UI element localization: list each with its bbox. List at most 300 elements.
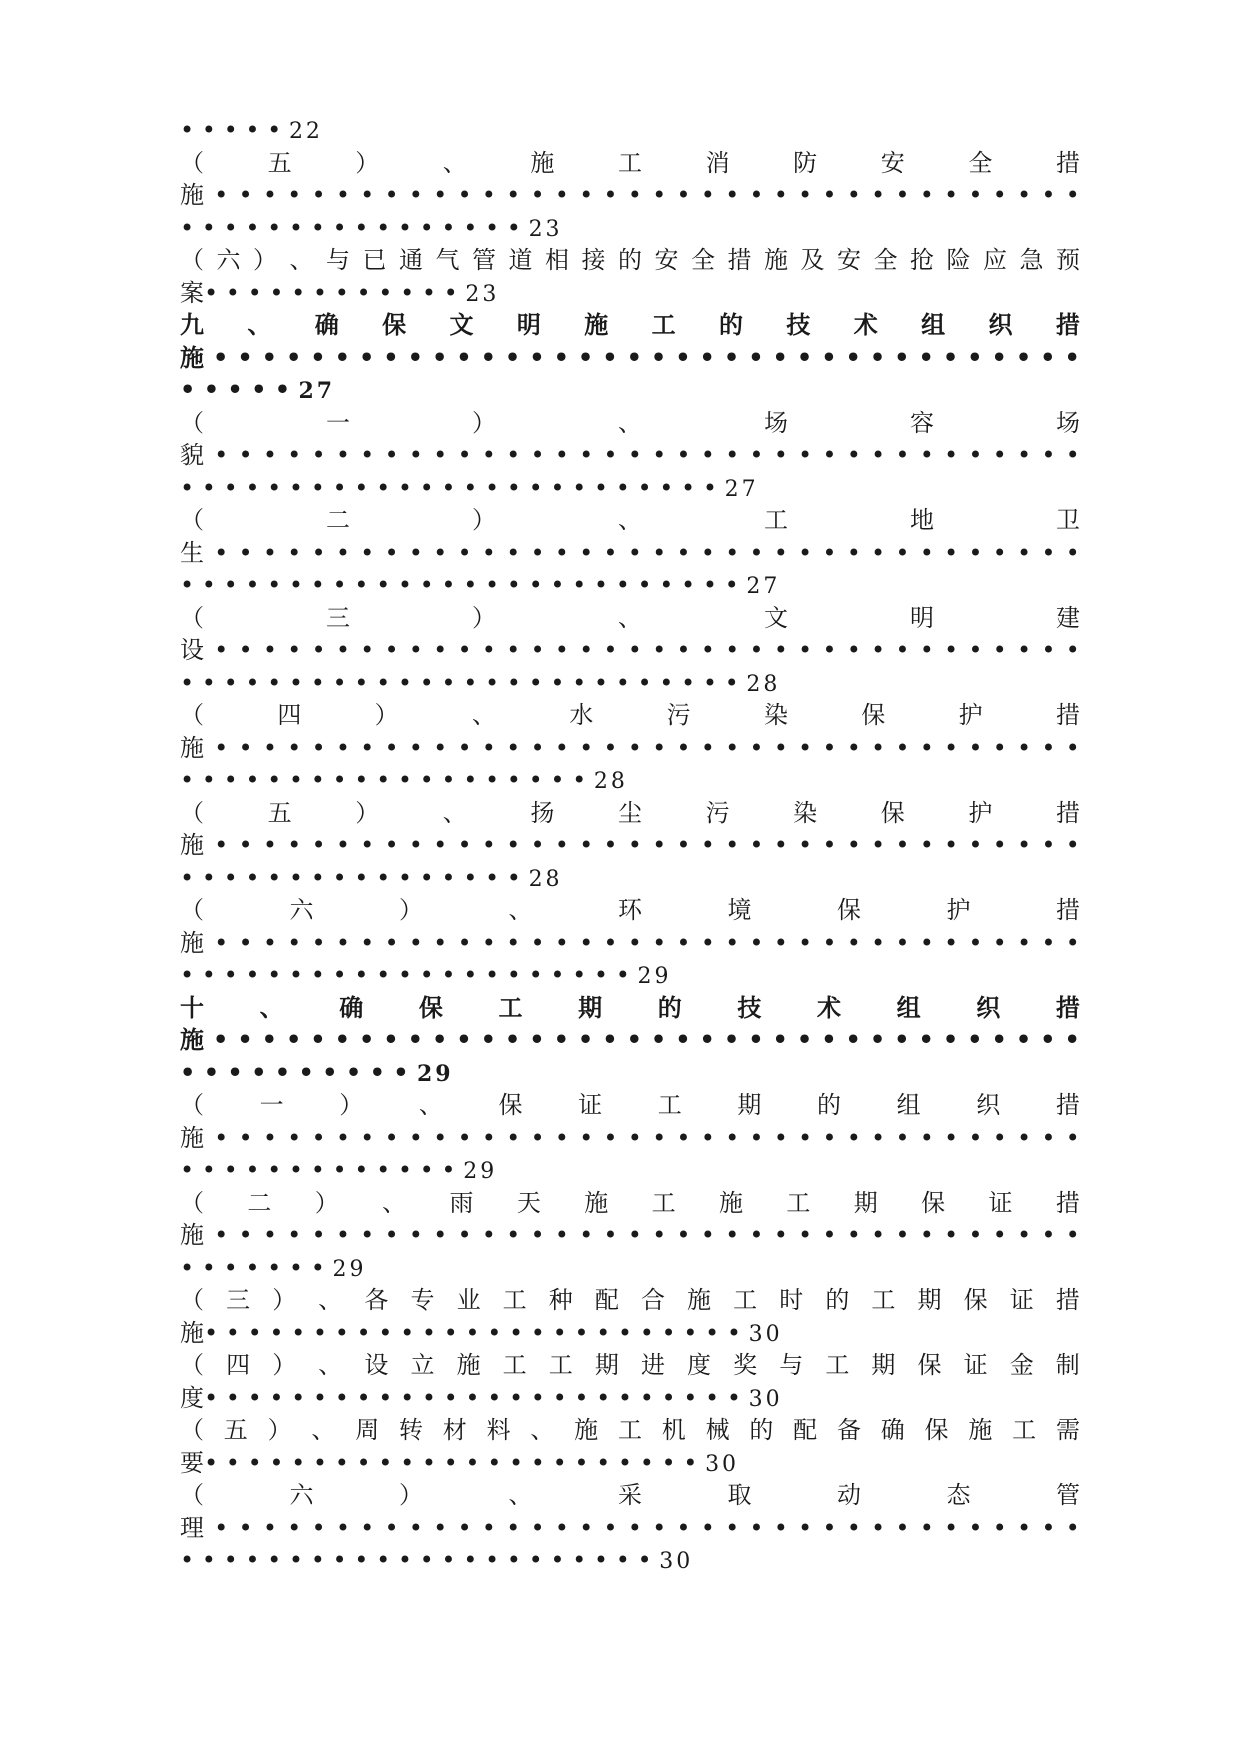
leader-dot: • — [967, 1025, 983, 1054]
leader-dot: • — [944, 1221, 959, 1249]
title-char: 场 — [1056, 408, 1080, 437]
leader-dot: • — [602, 342, 618, 372]
leader-dot: • — [749, 831, 764, 859]
leader-dot: • — [700, 181, 715, 209]
leader-dot: • — [944, 538, 959, 567]
leader-dot: • — [433, 831, 448, 859]
title-char: 管 — [1056, 1481, 1080, 1509]
leader-dot: • — [481, 831, 496, 859]
page-number: 29 — [637, 964, 672, 989]
leader-dot: • — [360, 1513, 375, 1542]
page-number: 27 — [724, 476, 759, 502]
title-char: ） — [267, 1416, 292, 1444]
title-char: 文 — [449, 310, 474, 339]
leader-dot: • — [871, 1221, 886, 1249]
title-char: 染 — [793, 798, 818, 827]
leader-dot: • — [287, 831, 302, 859]
title-char: 组 — [921, 310, 946, 339]
leader-dot: • — [506, 1123, 521, 1152]
title-char: 保 — [418, 992, 443, 1022]
title-char: 施 — [687, 1286, 712, 1314]
title-char: 期 — [578, 992, 603, 1022]
title-char: 明 — [910, 603, 934, 632]
page-number: 23 — [528, 216, 563, 242]
leader-dot: • — [871, 831, 886, 859]
title-char: 工 — [651, 1188, 676, 1217]
title-char: 的 — [657, 992, 682, 1022]
title-char: 专 — [410, 1286, 435, 1314]
leader-dot: • — [1041, 1123, 1056, 1152]
leader-dot: • — [871, 441, 886, 469]
leader-dot: • — [262, 636, 277, 664]
leader-dot: • — [798, 538, 813, 567]
leader-dot: • — [408, 181, 423, 209]
toc-entry-continuation — [180, 1024, 1080, 1057]
leader-dot: • — [530, 636, 545, 664]
title-char: 械 — [705, 1416, 730, 1444]
leader-dot: • — [261, 342, 277, 372]
title-char: 技 — [786, 310, 811, 339]
title-char: 证 — [1009, 1286, 1034, 1314]
leader-dot: • — [577, 1025, 594, 1054]
toc-dots-line — [180, 1154, 1080, 1187]
leader-dots: • • • • • • • • • • — [180, 1057, 417, 1087]
leader-dot: • — [579, 538, 594, 567]
leader-dot: • — [579, 1221, 594, 1249]
toc-entry-continuation — [180, 829, 1080, 862]
leader-dot: • — [700, 1123, 715, 1152]
title-char: 金 — [1009, 1351, 1034, 1379]
title-char: ） — [272, 1286, 297, 1314]
leader-dot: • — [457, 538, 472, 567]
title-char: 机 — [661, 1416, 686, 1444]
title-char: 的 — [817, 1091, 841, 1119]
leader-dot: • — [433, 181, 448, 209]
leader-dot: • — [1041, 928, 1056, 957]
title-char: 业 — [456, 1286, 481, 1314]
leader-dot: • — [1040, 1025, 1056, 1054]
leader-dot: • — [942, 342, 959, 372]
leader-dot: • — [287, 636, 302, 664]
leader-dot: • — [919, 1123, 934, 1152]
title-char: 立 — [410, 1351, 435, 1379]
leader-dot: • — [652, 181, 667, 209]
leader-dot: • — [457, 441, 472, 469]
leader-dot: • — [360, 636, 375, 664]
title-char: 备 — [836, 1416, 861, 1444]
leader-dot: • — [895, 181, 910, 209]
leader-dot: • — [1041, 636, 1056, 664]
leader-dot: • — [798, 1513, 813, 1542]
leader-dot: • — [749, 1123, 764, 1152]
leader-dot: • — [1041, 1513, 1056, 1542]
leader-dot: • — [676, 733, 691, 762]
title-char: 三 — [326, 603, 350, 632]
title-char: ） — [399, 1481, 423, 1509]
title-char: ） — [355, 798, 380, 827]
toc-entry-continuation — [180, 1512, 1080, 1545]
leader-dot: • — [214, 181, 229, 209]
title-char: 工 — [1012, 1416, 1037, 1444]
leader-dot: • — [335, 1221, 350, 1249]
title-char: （ — [180, 1481, 204, 1509]
leader-dot: • — [311, 733, 326, 762]
title-char: 、 — [418, 1091, 443, 1119]
leader-dot: • — [895, 1123, 910, 1152]
leader-dot: • — [311, 636, 326, 664]
leader-dot: • — [652, 538, 667, 567]
leader-dot: • — [384, 1513, 399, 1542]
leader-dot: • — [627, 733, 642, 762]
title-char: 保 — [498, 1091, 523, 1119]
title-char: 施 — [530, 148, 555, 177]
leader-dot: • — [358, 1025, 375, 1054]
toc-entry-continuation — [180, 1317, 1080, 1350]
title-char: 、 — [289, 246, 314, 274]
leader-dot: • — [773, 441, 788, 469]
leader-dots: • • • • • • • • • • • • • • • • • • • • • • • • • • — [180, 571, 747, 599]
title-char: 施 — [764, 246, 788, 274]
leader-dot: • — [749, 733, 764, 762]
leader-dot: • — [238, 1123, 253, 1152]
leader-dot: • — [335, 538, 350, 567]
page-number: 28 — [528, 866, 563, 892]
title-char: 六 — [289, 896, 314, 924]
leader-dot: • — [407, 342, 423, 372]
leader-dot: • — [360, 538, 375, 567]
leader-dot: • — [676, 636, 691, 664]
leader-dot: • — [287, 1123, 302, 1152]
title-char: 工 — [871, 1286, 896, 1314]
leader-dot: • — [773, 1123, 788, 1152]
toc-dots-line — [180, 1057, 1080, 1090]
leader-dot: • — [335, 636, 350, 664]
leader-dot: • — [433, 1513, 448, 1542]
leader-dot: • — [652, 831, 667, 859]
leader-dot: • — [481, 636, 496, 664]
leader-dot: • — [262, 1123, 277, 1152]
title-char: 措 — [727, 246, 752, 274]
leader-dot: • — [310, 342, 326, 372]
leader-dot: • — [262, 538, 277, 567]
leader-dot: • — [506, 1221, 521, 1249]
title-char: 周 — [355, 1416, 380, 1444]
toc-entry-continuation — [180, 1219, 1080, 1252]
title-char: 污 — [666, 701, 691, 729]
leader-dot: • — [749, 1513, 764, 1542]
leader-dot: • — [676, 1221, 691, 1249]
leader-dot: • — [944, 733, 959, 762]
toc-entry-continuation — [180, 1382, 1080, 1415]
title-char: 设 — [364, 1351, 389, 1379]
leader-dot: • — [554, 1123, 569, 1152]
leader-dot: • — [749, 636, 764, 664]
title-char: 各 — [364, 1286, 389, 1314]
leader-dot: • — [579, 181, 594, 209]
title-char: 织 — [976, 992, 1001, 1022]
leader-dot: • — [1015, 1025, 1032, 1054]
title-char: （ — [180, 1188, 204, 1217]
title-char: 证 — [963, 1351, 988, 1379]
leader-dot: • — [846, 441, 861, 469]
title-char: 二 — [247, 1188, 272, 1217]
leader-dot: • — [871, 538, 886, 567]
title-char: 措 — [1055, 798, 1080, 827]
leader-dot: • — [214, 1123, 229, 1152]
title-char: 消 — [705, 148, 730, 177]
title-char: 的 — [618, 246, 642, 274]
leader-dot: • — [1017, 928, 1032, 957]
leader-dot: • — [869, 1025, 886, 1054]
leader-dots: • • • • • • • • • • • • • • • • • • • • • • • — [204, 1448, 706, 1477]
leader-dot: • — [214, 1513, 229, 1542]
title-char: 进 — [640, 1351, 665, 1379]
leader-dot: • — [506, 928, 521, 957]
leader-dot: • — [360, 733, 375, 762]
leader-dot: • — [433, 928, 448, 957]
leader-dots: • • • • • • • • • • • • • • • • • • • • • • — [180, 1546, 660, 1574]
leader-dot: • — [968, 1123, 983, 1152]
title-char: （ — [180, 148, 204, 177]
title-char: 尘 — [617, 798, 642, 827]
leader-dot: • — [433, 733, 448, 762]
leader-dot: • — [214, 441, 229, 469]
title-char: 施 — [574, 1416, 599, 1444]
toc-dots-line — [180, 374, 1080, 407]
title-char: 十 — [180, 992, 204, 1022]
title-char: 生 — [180, 538, 204, 567]
leader-dots: • • • • • • • • • • • • • • • • — [180, 213, 529, 242]
leader-dot: • — [481, 1221, 496, 1249]
leader-dot: • — [408, 441, 423, 469]
leader-dot: • — [212, 1025, 229, 1054]
title-char: （ — [180, 408, 204, 437]
title-char: 保 — [382, 310, 407, 339]
title-char: ） — [339, 1091, 364, 1119]
title-char: 措 — [1055, 1188, 1080, 1217]
leader-dot: • — [238, 636, 253, 664]
leader-dot: • — [627, 181, 642, 209]
leader-dot: • — [214, 831, 229, 859]
title-char: 种 — [548, 1286, 573, 1314]
leader-dot: • — [287, 181, 302, 209]
title-char: 施 — [180, 928, 204, 957]
leader-dot: • — [652, 733, 667, 762]
leader-dot: • — [725, 538, 740, 567]
title-char: 施 — [180, 1221, 204, 1249]
leader-dot: • — [1017, 636, 1032, 664]
leader-dot: • — [433, 1123, 448, 1152]
leader-dot: • — [822, 538, 837, 567]
title-char: 确 — [339, 992, 364, 1022]
toc-entry-title — [180, 244, 1080, 277]
title-char: ） — [374, 701, 399, 729]
title-char: 工 — [548, 1351, 573, 1379]
leader-dot: • — [480, 1025, 496, 1054]
leader-dot: • — [287, 733, 302, 762]
toc-entry-continuation — [180, 634, 1080, 667]
toc-entry-title — [180, 1089, 1080, 1122]
leader-dot: • — [846, 733, 861, 762]
leader-dots: • • • • • • • • • • • • • • • • • • • • • • • • • — [180, 473, 725, 502]
title-char: 明 — [516, 310, 541, 339]
leader-dot: • — [919, 1513, 934, 1542]
leader-dot: • — [772, 342, 788, 372]
toc-dots-line — [180, 1252, 1080, 1285]
title-char: （ — [180, 701, 204, 729]
leader-dot: • — [822, 441, 837, 469]
leader-dot: • — [919, 636, 934, 664]
title-char: 、 — [442, 148, 467, 177]
leader-dot: • — [287, 928, 302, 957]
leader-dot: • — [457, 831, 472, 859]
title-char: 度 — [180, 1383, 204, 1412]
leader-dot: • — [650, 342, 667, 372]
leader-dot: • — [481, 733, 496, 762]
leader-dot: • — [822, 1513, 837, 1542]
title-char: 防 — [793, 148, 818, 177]
leader-dot: • — [992, 1123, 1007, 1152]
leader-dots: • • • • • • • • • • • • • • • • • • • • • • • • • — [204, 1383, 749, 1412]
leader-dot: • — [506, 441, 521, 469]
leader-dot: • — [311, 1513, 326, 1542]
leader-dot: • — [895, 1221, 910, 1249]
leader-dots: • • • • • • • • • • • • • • • • • • • • • • • • • • — [180, 668, 747, 697]
page-number: 30 — [659, 1549, 694, 1574]
leader-dots: • • • • • • • • • • • • — [204, 278, 466, 307]
leader-dot: • — [579, 733, 594, 762]
title-char: 全 — [968, 148, 993, 177]
title-char: 容 — [910, 408, 934, 437]
leader-dot: • — [554, 1513, 569, 1542]
leader-dot: • — [627, 1513, 642, 1542]
leader-dot: • — [481, 538, 496, 567]
leader-dot: • — [725, 928, 740, 957]
leader-dot: • — [579, 928, 594, 957]
title-char: 抢 — [910, 246, 934, 274]
title-char: 配 — [793, 1416, 818, 1444]
leader-dot: • — [1041, 733, 1056, 762]
title-char: 确 — [880, 1416, 905, 1444]
title-char: 保 — [861, 701, 886, 729]
title-char: 奖 — [733, 1351, 758, 1379]
leader-dot: • — [238, 1221, 253, 1249]
leader-dot: • — [529, 1025, 545, 1054]
title-char: 气 — [435, 246, 460, 274]
toc-entry-title — [180, 602, 1080, 635]
leader-dot: • — [627, 1221, 642, 1249]
leader-dot: • — [626, 1025, 642, 1054]
toc-dots-line — [180, 959, 1080, 992]
leader-dot: • — [238, 181, 253, 209]
leader-dot: • — [506, 733, 521, 762]
leader-dot: • — [214, 1221, 229, 1249]
leader-dot: • — [285, 1025, 302, 1054]
leader-dot: • — [626, 342, 642, 372]
title-char: 证 — [988, 1188, 1013, 1217]
leader-dot: • — [919, 1221, 934, 1249]
leader-dot: • — [480, 342, 496, 372]
leader-dot: • — [408, 831, 423, 859]
leader-dot: • — [506, 831, 521, 859]
title-char: 施 — [180, 181, 204, 209]
leader-dot: • — [1017, 538, 1032, 567]
leader-dot: • — [992, 636, 1007, 664]
leader-dot: • — [1017, 1123, 1032, 1152]
leader-dot: • — [725, 181, 740, 209]
leader-dot: • — [944, 928, 959, 957]
leader-dot: • — [699, 1025, 715, 1054]
title-char: 九 — [180, 310, 204, 339]
leader-dot: • — [773, 733, 788, 762]
title-char: 工 — [786, 1188, 811, 1217]
title-char: 织 — [988, 310, 1013, 339]
title-char: 施 — [584, 310, 609, 339]
leader-dots: • • • • • • • • • • • • • • • • • • • • • — [180, 961, 638, 989]
leader-dot: • — [798, 1123, 813, 1152]
toc-entry-title — [180, 309, 1080, 342]
title-char: （ — [180, 798, 204, 827]
title-char: 设 — [180, 636, 204, 664]
toc-dots-line — [180, 114, 1080, 147]
leader-dot: • — [1041, 1221, 1056, 1249]
leader-dots: • • • • • • • — [180, 1253, 333, 1282]
leader-dot: • — [699, 342, 715, 372]
leader-dot: • — [287, 538, 302, 567]
toc-entry-continuation — [180, 439, 1080, 472]
leader-dot: • — [992, 733, 1007, 762]
leader-dots: • • • • • — [180, 116, 289, 144]
leader-dot: • — [627, 636, 642, 664]
title-char: 、 — [382, 1188, 407, 1217]
toc-entry-continuation — [180, 732, 1080, 765]
leader-dot: • — [238, 441, 253, 469]
leader-dot: • — [383, 342, 399, 372]
title-char: 工 — [498, 992, 523, 1022]
title-char: ） — [253, 246, 277, 274]
leader-dot: • — [384, 733, 399, 762]
leader-dot: • — [1017, 1513, 1032, 1542]
title-char: 保 — [880, 798, 905, 827]
leader-dot: • — [846, 1123, 861, 1152]
leader-dot: • — [335, 1123, 350, 1152]
leader-dot: • — [554, 181, 569, 209]
title-char: 措 — [1055, 148, 1080, 177]
leader-dot: • — [846, 636, 861, 664]
page-number: 30 — [748, 1386, 783, 1412]
toc-dots-line — [180, 1544, 1080, 1577]
leader-dot: • — [846, 831, 861, 859]
title-char: 天 — [516, 1188, 541, 1217]
leader-dot: • — [871, 928, 886, 957]
leader-dot: • — [579, 1123, 594, 1152]
leader-dot: • — [360, 1221, 375, 1249]
leader-dot: • — [530, 928, 545, 957]
leader-dot: • — [725, 1513, 740, 1542]
title-char: 、 — [471, 701, 496, 729]
leader-dot: • — [627, 1123, 642, 1152]
title-char: 措 — [1055, 701, 1080, 729]
title-char: 护 — [968, 798, 993, 827]
leader-dot: • — [1065, 831, 1080, 859]
leader-dot: • — [798, 441, 813, 469]
title-char: 措 — [1055, 1286, 1080, 1314]
title-char: 保 — [924, 1416, 949, 1444]
toc-entry-title — [180, 797, 1080, 830]
leader-dot: • — [773, 928, 788, 957]
leader-dot: • — [384, 831, 399, 859]
leader-dot: • — [1065, 733, 1080, 762]
